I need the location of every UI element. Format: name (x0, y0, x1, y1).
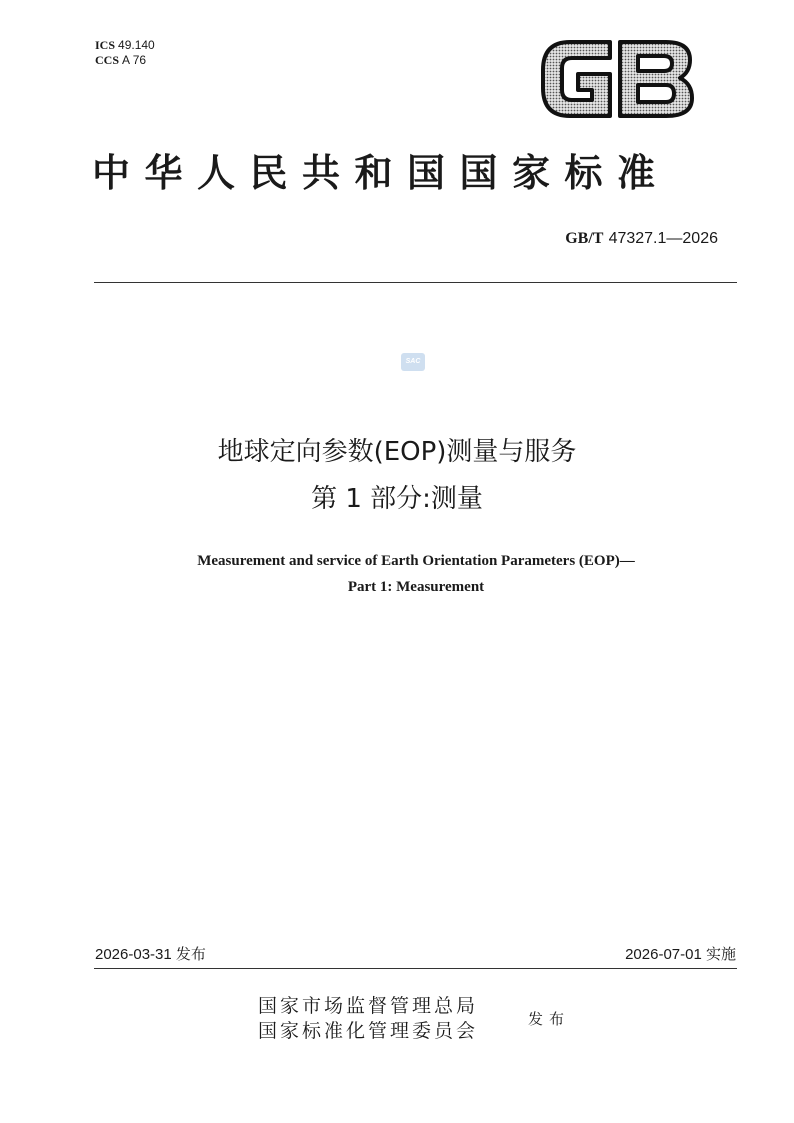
standard-category: 中华人民共和国国家标准 (92, 151, 670, 195)
ccs-label: CCS (95, 53, 120, 67)
ccs-value: A 76 (122, 53, 147, 67)
publish-date-value: 2026-03-31 (95, 946, 172, 963)
sac-watermark: SAC (401, 353, 425, 371)
title-en-line2: Part 1: Measurement (347, 579, 485, 595)
issuer-line1: 国家市场监督管理总局 (258, 995, 479, 1017)
ics-value: 49.140 (118, 38, 155, 52)
issue-action: 发布 (528, 1010, 571, 1028)
issuing-authorities (258, 994, 478, 1044)
implement-date (625, 944, 736, 965)
publish-label: 发布 (175, 945, 206, 963)
title-en-line1: Measurement and service of Earth Orientation Parameters (EOP)— (197, 553, 635, 569)
gb-logo (540, 40, 694, 118)
standard-number (565, 228, 718, 249)
ics-code (95, 38, 155, 53)
ics-label: ICS (95, 38, 116, 52)
standard-number-prefix: GB/T (565, 230, 604, 247)
publish-date (95, 944, 206, 965)
standard-number-value: 47327.1—2026 (608, 230, 718, 247)
title-zh-line1: 地球定向参数(EOP)测量与服务 (217, 437, 577, 467)
ccs-code (95, 53, 155, 68)
implement-date-value: 2026-07-01 (625, 946, 702, 963)
title-zh-line2: 第 1 部分:测量 (311, 484, 483, 514)
implement-label: 实施 (705, 945, 736, 963)
issuer-line2: 国家标准化管理委员会 (258, 1020, 479, 1042)
bottom-divider (94, 968, 737, 969)
top-divider (94, 282, 737, 283)
classification-codes (95, 38, 155, 68)
